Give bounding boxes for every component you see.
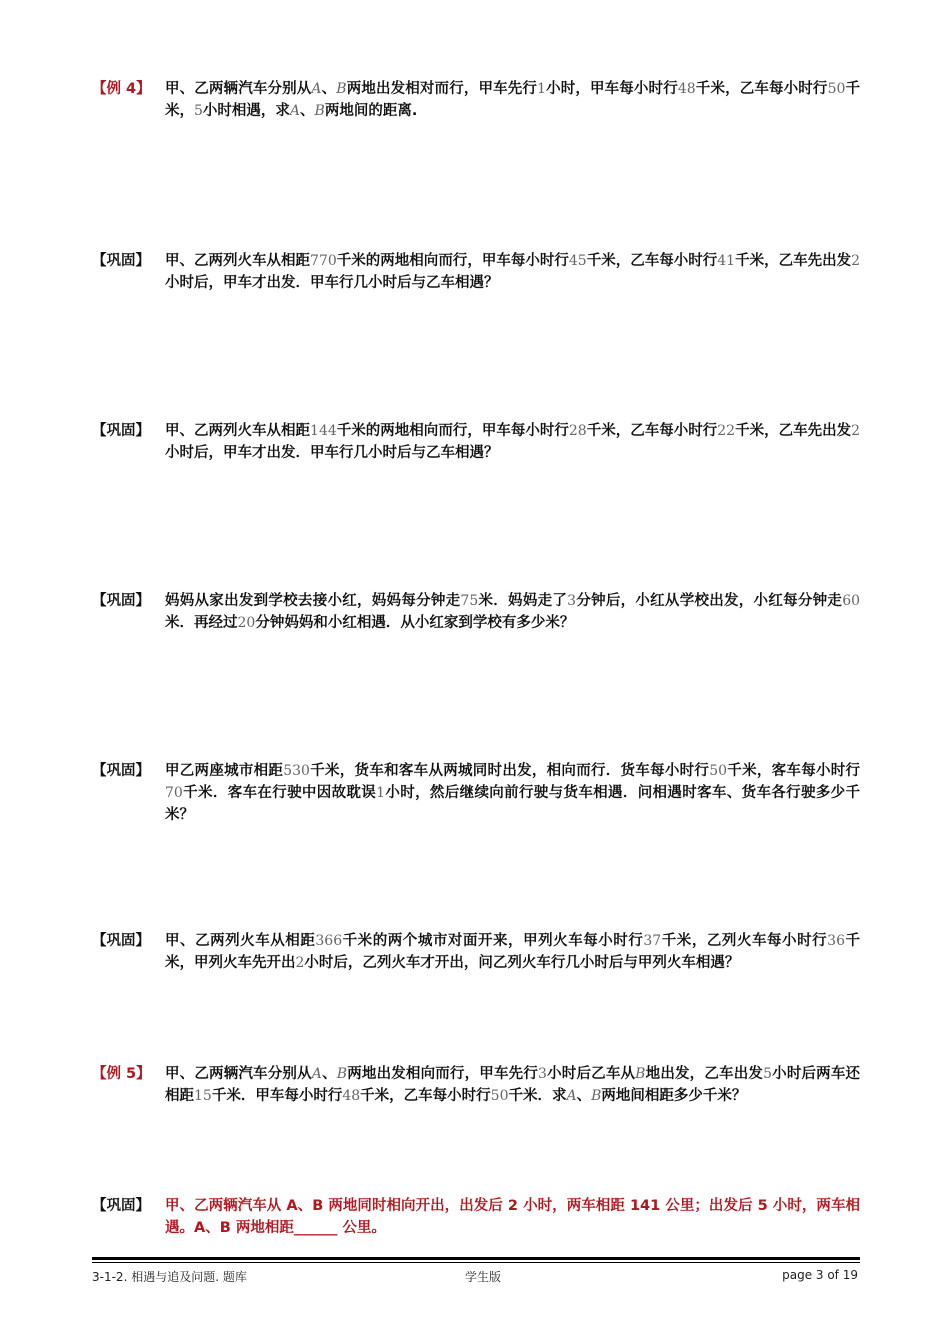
problem-text: 甲、乙两列火车从相距144千米的两地相向而行，甲车每小时行28千米，乙车每小时行22千米，乙车先出发2小时后，甲车才出发．甲车行几小时后与乙车相遇？ (165, 423, 861, 461)
problem-example-5 (92, 1063, 860, 1107)
problem-text: 甲、乙两辆汽车分别从A、B两地出发相对而行，甲车先行1小时，甲车每小时行48千米，乙车每小时行50千米，5小时相遇，求A、B两地间的距离. (165, 81, 861, 119)
problem-tag: 【巩固】 (92, 1198, 150, 1214)
problem-tag: 【巩固】 (92, 253, 150, 269)
footer-center: 学生版 (465, 1270, 502, 1284)
footer-left: 3-1-2. 相遇与追及问题. 题库 (92, 1270, 247, 1284)
problem-example-4 (92, 78, 860, 122)
problem-tag: 【巩固】 (92, 423, 150, 439)
problem-text: 甲、乙两辆汽车从 A、B 两地同时相向开出，出发后 2 小时，两车相距 141 公里；出发后 5 小时，两车相遇。A、B 两地相距______ 公里。 (165, 1198, 860, 1236)
problem-consolidate-2 (92, 420, 860, 464)
problem-consolidate-5 (92, 930, 860, 974)
problem-text: 甲、乙两列火车从相距770千米的两地相向而行，甲车每小时行45千米，乙车每小时行41千米，乙车先出发2小时后，甲车才出发．甲车行几小时后与乙车相遇？ (165, 253, 861, 291)
footer-rule-thin (92, 1262, 860, 1263)
problem-text: 甲、乙两列火车从相距366千米的两个城市对面开来，甲列火车每小时行37千米，乙列火车每小时行36千米，甲列火车先开出2小时后，乙列火车才开出，问乙列火车行几小时后与甲列火车相遇？ (165, 933, 861, 971)
footer-rule-thick (92, 1257, 860, 1260)
problem-tag: 【巩固】 (92, 933, 150, 949)
problem-text: 甲乙两座城市相距530千米，货车和客车从两城同时出发，相向而行．货车每小时行50千米，客车每小时行70千米．客车在行驶中因故耽误1小时，然后继续向前行驶与货车相遇．问相遇时客车、货车各行驶多少千米？ (165, 763, 861, 823)
problem-text: 妈妈从家出发到学校去接小红，妈妈每分钟走75米．妈妈走了3分钟后，小红从学校出发，小红每分钟走60米．再经过20分钟妈妈和小红相遇．从小红家到学校有多少米？ (165, 593, 861, 631)
problem-tag: 【例 4】 (92, 81, 151, 97)
problem-consolidate-3 (92, 590, 860, 634)
problem-consolidate-6 (92, 1195, 860, 1239)
problem-tag: 【巩固】 (92, 763, 150, 779)
problem-tag: 【巩固】 (92, 593, 150, 609)
problem-tag: 【例 5】 (92, 1066, 151, 1082)
problem-consolidate-1 (92, 250, 860, 294)
problem-consolidate-4 (92, 760, 860, 826)
footer-page-number: page 3 of 19 (782, 1268, 858, 1282)
answer-blank: ______ (293, 1220, 338, 1236)
problem-text: 甲、乙两辆汽车分别从A、B两地出发相向而行，甲车先行3小时后乙车从B地出发，乙车出发5小时后两车还相距15千米．甲车每小时行48千米，乙车每小时行50千米．求A、B两地间相距多少千米？ (165, 1066, 861, 1104)
